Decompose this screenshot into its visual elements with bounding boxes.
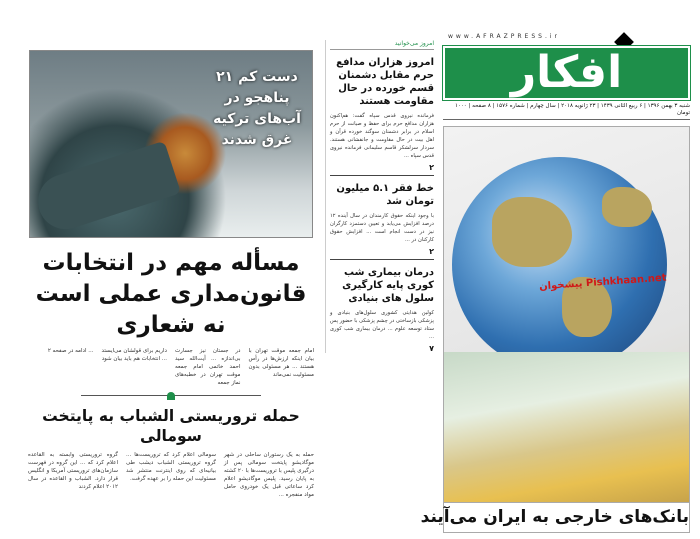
page-ref: ۲: [429, 247, 434, 256]
story2-column: سومالی اعلام کرد که تروریست‌ها ... گروه تروریستی الشباب دیشب طی بیانیه‌ای که روی اینترنت منتشر شد مسئولیت این حمله را بر عهده گرفت.: [126, 452, 216, 482]
boat: [31, 141, 181, 237]
lead-column: امام جمعه موقت تهران با بیان اینکه ارزش‌ها در رأس هستند ... هر مسئولی بدون مسئولیت نمی‌ماند: [248, 348, 314, 378]
lead-column: در جستان نیز جسارت بی‌اندازه ... آیت‌الله سید احمد خاتمی امام جمعه موقت تهران در خطبه‌های نماز جمعه: [175, 348, 241, 386]
lead-headline[interactable]: مسأله مهم در انتخابات قانون‌مداری عملی است نه شعاری: [35, 250, 307, 338]
ornament-divider: [81, 395, 261, 400]
cover-image: [443, 126, 690, 503]
globe-illustration: [452, 157, 667, 372]
photo-caption[interactable]: دست کم ۲۱ پناهجو در آب‌های ترکیه غرق شدند: [213, 69, 301, 148]
story2-body: [28, 451, 314, 536]
story-body: فرمانده نیروی قدس سپاه گفت: هم‌اکنون هزاران مدافع حرم برای حفظ و صیانت از حرم اسلام در برابر دشمنان سوگند خورده قرآن و اهل بیت در حال مقاومت و جانفشانی هستند. سردار سرلشکر قاسم سلیمانی فرمانده نیروی قدس سپاه ...: [330, 113, 434, 159]
masthead-logo: افکار: [443, 46, 690, 100]
story-headline[interactable]: خط فقر ۵.۱ میلیون تومان شد: [336, 183, 434, 207]
story2-column: گروه تروریستی وابسته به القاعده اعلام کرد که ... این گروه در فهرست سازمان‌های تروریستی آمریکا و انگلیس قرار دارد. الشباب و القاعده در سال ۲۰۱۲ اعلام کردند: [28, 452, 118, 490]
story-headline[interactable]: امروز هزاران مدافع حرم مقابل دشمنان قسم خورده در حال مقاومت هستند: [336, 57, 434, 107]
story-body: کولین هدایتی کشوری سلول‌های بنیادی و پزشکی بازساختی در چشم پزشکی با حضور پس ستاد توسعه علوم ... درمان بیماری شب کوری ...: [330, 310, 434, 340]
masthead-url: www.AFRAZPRESS.ir: [448, 33, 561, 40]
story2-column: حمله به یک رستوران ساحلی در شهر موگادیشو پایتخت سومالی پس از درگیری پلیس با تروریست‌ها با ۲۰ کشته به پایان رسید. پلیس موگادیشو اعلام کرد ساعاتی قبل یک خودروی حامل مواد منفجره ...: [223, 452, 314, 498]
page-ref: ۲: [429, 163, 434, 172]
story2-headline[interactable]: حمله تروریستی الشباب به پایتخت سومالی: [42, 407, 300, 445]
page-ref: ۷: [429, 344, 434, 353]
divider: [330, 259, 434, 260]
right-column: [420, 30, 690, 533]
masthead-url-row: [443, 30, 690, 46]
lead-column: داریم برای قولشان می‌ایستد ... انتخابات هم باید بیان شود: [101, 348, 167, 362]
banknotes: [444, 352, 690, 502]
dateline: شنبه ۳ بهمن ۱۳۹۶ | ۶ ربیع الثانی ۱۴۳۹ | ۲۳ ژانویه ۲۰۱۸ | سال چهارم | شماره ۱۵۷۶ | ۸ صفحه | ۱۰۰۰ تومان: [443, 103, 690, 120]
left-column: [28, 50, 314, 536]
lead-continued: ... ادامه در صفحه ۲: [47, 348, 94, 354]
middle-column: [325, 40, 438, 353]
watermark: پیشخوان Pishkhaan.net: [538, 272, 667, 293]
story-body: با وجود اینکه حقوق کارمندان در سال آینده ۱۲ درصد افزایش می‌یابد و تعیین دستمزد کارگران نیز در دست انجام است ... افزایش حقوق کارکنان در ...: [330, 213, 434, 243]
refugee-photo: [29, 50, 313, 238]
cover-headline[interactable]: بانک‌های خارجی به ایران می‌آیند: [443, 503, 690, 533]
lead-body: [28, 347, 314, 387]
divider: [330, 175, 434, 176]
ornament-icon: [167, 392, 175, 400]
story-headline[interactable]: درمان بیماری شب کوری پایه کارگیری سلول های بنیادی: [342, 267, 434, 304]
tagline: امروز می‌خوانید: [330, 40, 434, 50]
